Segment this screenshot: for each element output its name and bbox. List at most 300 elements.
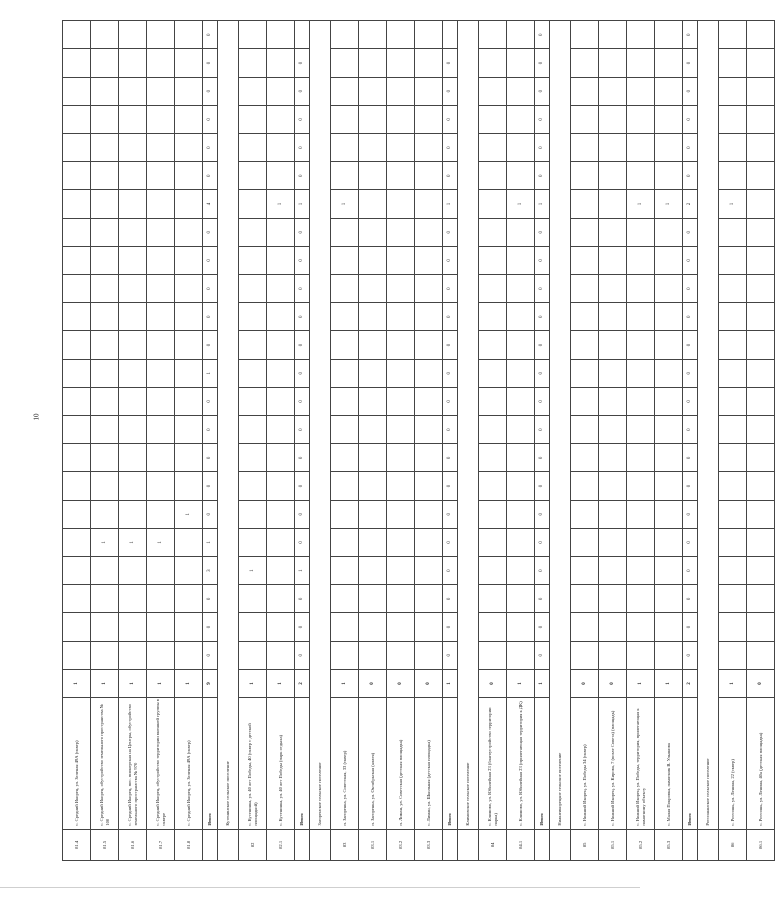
value-cell <box>387 444 415 472</box>
value-cell <box>655 331 683 359</box>
value-cell <box>119 641 147 669</box>
value-cell <box>239 246 267 274</box>
value-cell <box>747 444 775 472</box>
value-cell <box>507 21 535 49</box>
code-cell <box>310 829 331 860</box>
value-cell: 0 <box>295 387 310 415</box>
code-cell <box>683 829 698 860</box>
value-cell: 1 <box>535 669 550 697</box>
code-cell: 85.3 <box>655 829 683 860</box>
code-cell: 81.4 <box>63 829 91 860</box>
object-name-cell: с. Средний Икорец, ул. Зеленая 49А (сквер) <box>175 698 203 830</box>
section-row <box>218 21 239 861</box>
value-cell <box>599 303 627 331</box>
value-cell: 1 <box>331 669 359 697</box>
code-cell: 81.8 <box>175 829 203 860</box>
value-cell: 1 <box>267 669 295 697</box>
value-cell: 0 <box>295 105 310 133</box>
value-cell <box>91 49 119 77</box>
value-cell: 0 <box>535 218 550 246</box>
value-cell <box>571 641 599 669</box>
value-cell <box>359 387 387 415</box>
value-cell <box>91 585 119 613</box>
value-cell <box>91 133 119 161</box>
value-cell: 0 <box>203 500 218 528</box>
value-cell <box>719 557 747 585</box>
value-cell <box>267 557 295 585</box>
value-cell: 0 <box>203 105 218 133</box>
value-cell <box>655 387 683 415</box>
value-cell <box>267 133 295 161</box>
section-title: Климовское сельское поселение <box>458 21 479 830</box>
value-cell <box>507 416 535 444</box>
value-cell <box>267 613 295 641</box>
value-cell <box>331 49 359 77</box>
rotated-page <box>62 20 763 861</box>
value-cell <box>599 359 627 387</box>
value-cell <box>175 472 203 500</box>
value-cell <box>599 105 627 133</box>
value-cell <box>719 105 747 133</box>
value-cell <box>719 218 747 246</box>
code-cell <box>458 829 479 860</box>
value-cell <box>571 77 599 105</box>
value-cell <box>63 162 91 190</box>
value-cell <box>627 21 655 49</box>
value-cell <box>359 585 387 613</box>
value-cell: 0 <box>295 49 310 77</box>
section-title: Нижнеикорецкое сельское поселение <box>550 21 571 830</box>
value-cell: 0 <box>203 246 218 274</box>
value-cell <box>599 49 627 77</box>
code-cell: 85.1 <box>599 829 627 860</box>
value-cell <box>119 444 147 472</box>
value-cell: 0 <box>443 246 458 274</box>
value-cell <box>415 246 443 274</box>
value-cell <box>507 77 535 105</box>
code-cell: 85.2 <box>627 829 655 860</box>
value-cell <box>719 133 747 161</box>
value-cell: 0 <box>295 162 310 190</box>
value-cell <box>91 218 119 246</box>
value-cell <box>147 444 175 472</box>
value-cell <box>599 641 627 669</box>
value-cell: 1 <box>119 669 147 697</box>
value-cell: 1 <box>175 500 203 528</box>
value-cell <box>479 444 507 472</box>
value-cell: 0 <box>683 133 698 161</box>
value-cell <box>147 21 175 49</box>
value-cell <box>507 246 535 274</box>
value-cell <box>599 21 627 49</box>
value-cell <box>655 416 683 444</box>
value-cell <box>387 472 415 500</box>
section-title: Загоренское сельское поселение <box>310 21 331 830</box>
value-cell <box>331 274 359 302</box>
table-row <box>175 21 203 861</box>
value-cell <box>719 274 747 302</box>
value-cell <box>627 359 655 387</box>
value-cell <box>119 613 147 641</box>
value-cell <box>91 162 119 190</box>
value-cell <box>571 416 599 444</box>
value-cell <box>387 190 415 218</box>
value-cell <box>63 416 91 444</box>
value-cell: 0 <box>683 49 698 77</box>
value-cell <box>627 613 655 641</box>
value-cell <box>175 218 203 246</box>
value-cell <box>415 557 443 585</box>
value-cell <box>443 21 458 49</box>
value-cell <box>719 613 747 641</box>
value-cell <box>479 557 507 585</box>
value-cell <box>599 331 627 359</box>
value-cell <box>387 387 415 415</box>
value-cell: 0 <box>203 585 218 613</box>
value-cell <box>331 133 359 161</box>
value-cell <box>331 613 359 641</box>
value-cell <box>175 77 203 105</box>
value-cell: 0 <box>443 387 458 415</box>
value-cell <box>63 190 91 218</box>
value-cell <box>91 387 119 415</box>
value-cell: 0 <box>683 500 698 528</box>
table-row <box>719 21 747 861</box>
value-cell: 0 <box>443 557 458 585</box>
value-cell: 0 <box>295 613 310 641</box>
value-cell: 0 <box>387 669 415 697</box>
value-cell <box>359 133 387 161</box>
page-number: 10 <box>32 413 41 421</box>
value-cell <box>359 557 387 585</box>
value-cell: 0 <box>295 133 310 161</box>
value-cell <box>387 49 415 77</box>
value-cell <box>63 274 91 302</box>
value-cell <box>147 613 175 641</box>
value-cell <box>119 105 147 133</box>
value-cell: 0 <box>535 133 550 161</box>
value-cell <box>627 641 655 669</box>
value-cell: 2 <box>295 669 310 697</box>
value-cell: 1 <box>295 190 310 218</box>
value-cell <box>359 218 387 246</box>
value-cell <box>599 162 627 190</box>
value-cell <box>63 133 91 161</box>
value-cell <box>571 500 599 528</box>
value-cell <box>627 416 655 444</box>
value-cell <box>331 472 359 500</box>
value-cell <box>507 105 535 133</box>
value-cell: 1 <box>203 528 218 556</box>
value-cell <box>331 387 359 415</box>
value-cell <box>571 472 599 500</box>
value-cell <box>747 105 775 133</box>
value-cell <box>331 359 359 387</box>
value-cell: 0 <box>295 444 310 472</box>
value-cell <box>479 77 507 105</box>
value-cell <box>175 21 203 49</box>
value-cell <box>175 641 203 669</box>
value-cell <box>331 246 359 274</box>
code-cell: 84.1 <box>507 829 535 860</box>
value-cell <box>719 472 747 500</box>
value-cell <box>507 162 535 190</box>
value-cell <box>655 21 683 49</box>
value-cell <box>655 613 683 641</box>
value-cell: 0 <box>203 133 218 161</box>
code-cell: 81.6 <box>119 829 147 860</box>
table-row <box>119 21 147 861</box>
value-cell <box>599 585 627 613</box>
value-cell <box>119 218 147 246</box>
value-cell <box>63 641 91 669</box>
value-cell <box>747 162 775 190</box>
value-cell <box>387 246 415 274</box>
section-title: Кутенинское сельское поселение <box>218 21 239 830</box>
value-cell: 0 <box>683 472 698 500</box>
value-cell <box>479 585 507 613</box>
value-cell: 0 <box>203 331 218 359</box>
value-cell <box>415 500 443 528</box>
value-cell <box>627 557 655 585</box>
code-cell <box>218 829 239 860</box>
code-cell <box>295 829 310 860</box>
value-cell <box>267 77 295 105</box>
value-cell <box>239 218 267 246</box>
value-cell <box>359 162 387 190</box>
value-cell: 0 <box>535 359 550 387</box>
value-cell: 2 <box>683 669 698 697</box>
value-cell <box>147 416 175 444</box>
value-cell <box>507 500 535 528</box>
value-cell: 0 <box>535 331 550 359</box>
value-cell <box>415 641 443 669</box>
value-cell <box>175 444 203 472</box>
value-cell <box>119 387 147 415</box>
value-cell <box>387 133 415 161</box>
value-cell: 1 <box>627 669 655 697</box>
value-cell: 1 <box>443 190 458 218</box>
value-cell <box>147 162 175 190</box>
value-cell: 0 <box>295 585 310 613</box>
value-cell <box>719 585 747 613</box>
value-cell <box>267 359 295 387</box>
value-cell <box>267 246 295 274</box>
value-cell <box>627 246 655 274</box>
value-cell <box>147 557 175 585</box>
value-cell: 0 <box>683 218 698 246</box>
value-cell <box>63 557 91 585</box>
value-cell: 0 <box>203 162 218 190</box>
object-name-cell: с. Кутенинка, ул. 40 лет Победы (парк отдыха) <box>267 698 295 830</box>
value-cell <box>719 162 747 190</box>
value-cell <box>655 303 683 331</box>
value-cell <box>267 218 295 246</box>
value-cell <box>627 303 655 331</box>
object-name-cell: с. Климово, ул. Юбилейная 23 (благоустройство территории парка) <box>479 698 507 830</box>
value-cell <box>147 77 175 105</box>
value-cell <box>571 585 599 613</box>
value-cell: 1 <box>655 190 683 218</box>
value-cell <box>239 274 267 302</box>
value-cell <box>599 274 627 302</box>
value-cell <box>359 274 387 302</box>
value-cell: 0 <box>683 359 698 387</box>
value-cell <box>119 162 147 190</box>
section-title: Россошанское сельское поселение <box>698 21 719 830</box>
value-cell <box>147 331 175 359</box>
value-cell: 1 <box>507 669 535 697</box>
value-cell <box>479 303 507 331</box>
value-cell <box>63 500 91 528</box>
table-row <box>331 21 359 861</box>
value-cell <box>719 359 747 387</box>
value-cell <box>415 472 443 500</box>
value-cell <box>175 557 203 585</box>
value-cell: 2 <box>683 190 698 218</box>
value-cell <box>63 613 91 641</box>
value-cell <box>175 303 203 331</box>
value-cell <box>175 528 203 556</box>
value-cell: 1 <box>91 669 119 697</box>
value-cell <box>415 444 443 472</box>
value-cell: 0 <box>535 21 550 49</box>
value-cell <box>387 303 415 331</box>
value-cell <box>415 162 443 190</box>
value-cell: 0 <box>295 641 310 669</box>
value-cell <box>359 444 387 472</box>
value-cell <box>147 500 175 528</box>
value-cell: 0 <box>443 218 458 246</box>
value-cell: 0 <box>443 500 458 528</box>
table-row <box>627 21 655 861</box>
value-cell <box>571 162 599 190</box>
value-cell <box>719 21 747 49</box>
value-cell <box>571 557 599 585</box>
value-cell: 1 <box>507 190 535 218</box>
value-cell <box>147 472 175 500</box>
value-cell: 0 <box>295 246 310 274</box>
code-cell: 86 <box>719 829 747 860</box>
value-cell <box>359 472 387 500</box>
object-name-cell: с. Средний Икорец, обустройство земельного пространства № 100 <box>91 698 119 830</box>
value-cell <box>267 472 295 500</box>
value-cell <box>175 133 203 161</box>
value-cell <box>175 585 203 613</box>
value-cell <box>415 274 443 302</box>
value-cell <box>719 641 747 669</box>
value-cell <box>571 613 599 641</box>
value-cell <box>415 49 443 77</box>
value-cell <box>747 500 775 528</box>
value-cell <box>479 387 507 415</box>
section-row <box>458 21 479 861</box>
value-cell <box>119 500 147 528</box>
value-cell: 0 <box>443 444 458 472</box>
value-cell: 1 <box>295 557 310 585</box>
value-cell <box>655 585 683 613</box>
value-cell <box>91 613 119 641</box>
value-cell: 0 <box>683 613 698 641</box>
value-cell <box>655 77 683 105</box>
value-cell <box>747 387 775 415</box>
value-cell <box>571 218 599 246</box>
code-cell: 83 <box>331 829 359 860</box>
value-cell: 0 <box>443 528 458 556</box>
value-cell <box>599 77 627 105</box>
table-row <box>91 21 119 861</box>
value-cell <box>747 331 775 359</box>
value-cell <box>507 387 535 415</box>
value-cell <box>239 133 267 161</box>
value-cell <box>359 500 387 528</box>
value-cell: 0 <box>535 641 550 669</box>
value-cell <box>147 190 175 218</box>
value-cell <box>359 190 387 218</box>
value-cell <box>331 162 359 190</box>
value-cell: 1 <box>63 669 91 697</box>
value-cell <box>147 303 175 331</box>
value-cell: 0 <box>443 585 458 613</box>
value-cell <box>507 331 535 359</box>
section-row <box>698 21 719 861</box>
value-cell <box>239 21 267 49</box>
value-cell <box>571 444 599 472</box>
value-cell <box>239 585 267 613</box>
value-cell <box>571 387 599 415</box>
code-cell: 83.1 <box>359 829 387 860</box>
value-cell <box>415 77 443 105</box>
value-cell <box>747 472 775 500</box>
value-cell <box>359 49 387 77</box>
value-cell <box>719 49 747 77</box>
value-cell <box>571 528 599 556</box>
value-cell: 0 <box>535 49 550 77</box>
value-cell <box>63 21 91 49</box>
total-row <box>443 21 458 861</box>
value-cell <box>267 641 295 669</box>
value-cell <box>747 246 775 274</box>
value-cell: 0 <box>535 105 550 133</box>
value-cell <box>359 613 387 641</box>
value-cell: 0 <box>479 669 507 697</box>
value-cell <box>239 77 267 105</box>
value-cell <box>387 528 415 556</box>
value-cell <box>91 190 119 218</box>
value-cell <box>571 49 599 77</box>
value-cell <box>415 585 443 613</box>
value-cell <box>387 613 415 641</box>
value-cell <box>627 218 655 246</box>
table-row <box>571 21 599 861</box>
object-name-cell: с. Лиман, ул. Школьная (детская площадка) <box>415 698 443 830</box>
value-cell <box>627 500 655 528</box>
object-name-cell: с. Россошь, ул. Ленина, 22 (сквер) <box>719 698 747 830</box>
value-cell <box>479 359 507 387</box>
value-cell <box>119 303 147 331</box>
object-name-cell: с. Средний Икорец, ул. Зеленая 49А (сквер) <box>63 698 91 830</box>
value-cell: 1 <box>175 669 203 697</box>
value-cell: 0 <box>359 669 387 697</box>
value-cell: 1 <box>239 669 267 697</box>
value-cell: 0 <box>203 416 218 444</box>
value-cell <box>507 49 535 77</box>
value-cell <box>479 162 507 190</box>
value-cell: 1 <box>267 190 295 218</box>
value-cell: 0 <box>683 274 698 302</box>
table-row <box>239 21 267 861</box>
value-cell <box>175 613 203 641</box>
